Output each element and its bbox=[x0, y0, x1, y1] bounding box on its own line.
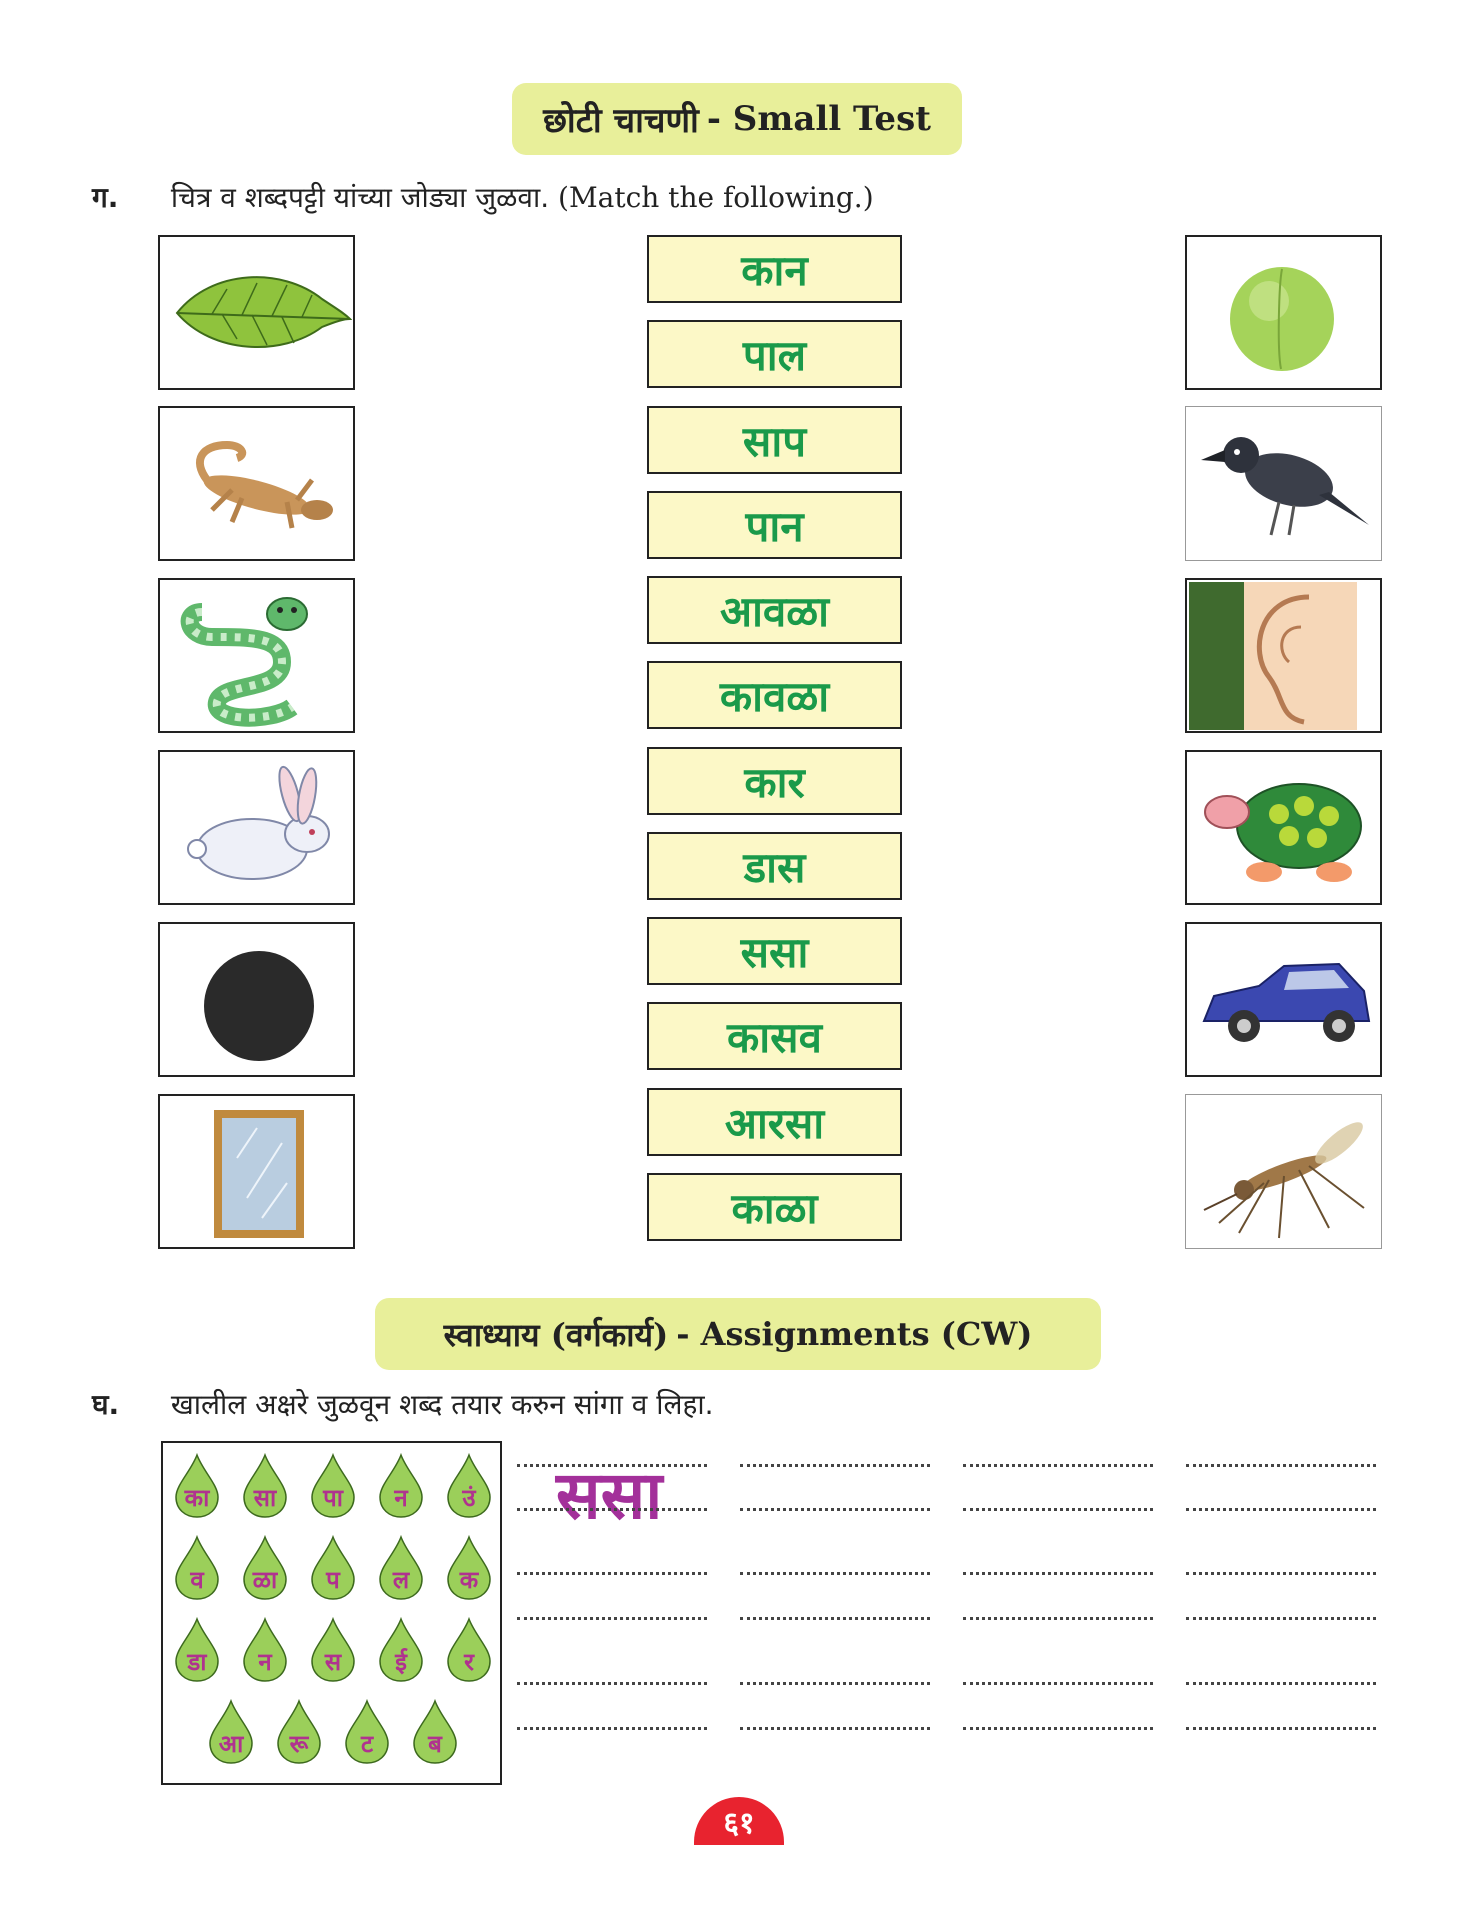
letter-text: ट bbox=[360, 1730, 374, 1758]
letter-text: उं bbox=[462, 1484, 476, 1512]
answer-line[interactable] bbox=[963, 1727, 1153, 1730]
letter-text: ळा bbox=[252, 1566, 278, 1594]
letter-drop[interactable] bbox=[309, 1453, 357, 1519]
car-image[interactable] bbox=[1185, 922, 1382, 1077]
word-strip-10[interactable]: कासव bbox=[647, 1002, 902, 1070]
answer-line[interactable] bbox=[963, 1508, 1153, 1511]
amla-image[interactable] bbox=[1185, 235, 1382, 390]
ear-image[interactable] bbox=[1185, 578, 1382, 733]
letter-drop[interactable] bbox=[275, 1699, 323, 1765]
rabbit-image[interactable] bbox=[158, 750, 355, 905]
letter-text: रू bbox=[289, 1730, 309, 1758]
assignments-title-en: - Assignments (CW) bbox=[676, 1315, 1033, 1353]
sample-answer: ससा bbox=[556, 1457, 663, 1534]
mosquito-image[interactable] bbox=[1185, 1094, 1382, 1249]
letter-drop[interactable] bbox=[241, 1453, 289, 1519]
answer-line[interactable] bbox=[740, 1572, 930, 1575]
answer-line[interactable] bbox=[740, 1617, 930, 1620]
answer-line[interactable] bbox=[1186, 1727, 1376, 1730]
letter-drop[interactable] bbox=[445, 1617, 493, 1683]
letter-text: का bbox=[184, 1484, 210, 1512]
letter-text: र bbox=[464, 1648, 474, 1676]
letter-drop[interactable] bbox=[445, 1535, 493, 1601]
letter-drop[interactable] bbox=[377, 1535, 425, 1601]
word-strip-7[interactable]: कार bbox=[647, 747, 902, 815]
answer-line[interactable] bbox=[1186, 1682, 1376, 1685]
answer-line[interactable] bbox=[517, 1572, 707, 1575]
answer-line[interactable] bbox=[1186, 1464, 1376, 1467]
word-strip-9[interactable]: ससा bbox=[647, 917, 902, 985]
letter-text: न bbox=[394, 1484, 408, 1512]
turtle-image[interactable] bbox=[1185, 750, 1382, 905]
letter-text: पा bbox=[323, 1484, 343, 1512]
instruction-text-mr: खालील अक्षरे जुळवून शब्द तयार करुन सांगा व लिहा. bbox=[170, 1388, 714, 1421]
question-label: ग. bbox=[92, 181, 119, 214]
answer-line[interactable] bbox=[740, 1682, 930, 1685]
answer-line[interactable] bbox=[1186, 1508, 1376, 1511]
letter-drop[interactable] bbox=[207, 1699, 255, 1765]
answer-line[interactable] bbox=[1186, 1617, 1376, 1620]
answer-line[interactable] bbox=[517, 1617, 707, 1620]
letter-text: क bbox=[459, 1566, 479, 1594]
mirror-image[interactable] bbox=[158, 1094, 355, 1249]
word-strip-2[interactable]: पाल bbox=[647, 320, 902, 388]
letter-text: प bbox=[326, 1566, 340, 1594]
letter-grid bbox=[161, 1441, 502, 1785]
answer-line[interactable] bbox=[963, 1464, 1153, 1467]
assignments-banner bbox=[375, 1298, 1101, 1370]
letter-drop[interactable] bbox=[173, 1617, 221, 1683]
match-instruction bbox=[92, 178, 874, 216]
answer-line[interactable] bbox=[517, 1508, 707, 1511]
letter-text: डा bbox=[187, 1648, 207, 1676]
letter-text: ई bbox=[395, 1648, 407, 1676]
answer-line[interactable] bbox=[1186, 1572, 1376, 1575]
lizard-image[interactable] bbox=[158, 406, 355, 561]
letter-drop[interactable] bbox=[411, 1699, 459, 1765]
word-strip-11[interactable]: आरसा bbox=[647, 1088, 902, 1156]
letter-text: ब bbox=[428, 1730, 442, 1758]
letter-drop[interactable] bbox=[445, 1453, 493, 1519]
letter-drop[interactable] bbox=[173, 1453, 221, 1519]
word-strip-4[interactable]: पान bbox=[647, 491, 902, 559]
black-circle-image[interactable] bbox=[158, 922, 355, 1077]
letter-text: ल bbox=[392, 1566, 410, 1594]
letter-drop[interactable] bbox=[173, 1535, 221, 1601]
leaf-image[interactable] bbox=[158, 235, 355, 390]
answer-line[interactable] bbox=[517, 1682, 707, 1685]
letter-drop[interactable] bbox=[241, 1617, 289, 1683]
instruction-text-mr: चित्र व शब्दपट्टी यांच्या जोड्या जुळवा. bbox=[170, 181, 550, 214]
answer-line[interactable] bbox=[963, 1572, 1153, 1575]
letter-drop[interactable] bbox=[309, 1617, 357, 1683]
snake-image[interactable] bbox=[158, 578, 355, 733]
small-test-banner bbox=[512, 83, 962, 155]
word-strip-6[interactable]: कावळा bbox=[647, 661, 902, 729]
letter-drop[interactable] bbox=[309, 1535, 357, 1601]
answer-line[interactable] bbox=[740, 1508, 930, 1511]
letter-text: स bbox=[324, 1648, 342, 1676]
small-test-title-mr: छोटी चाचणी bbox=[543, 101, 699, 141]
word-strip-1[interactable]: कान bbox=[647, 235, 902, 303]
letter-text: सा bbox=[253, 1484, 277, 1512]
instruction-text-en: (Match the following.) bbox=[558, 181, 874, 214]
word-building-instruction bbox=[92, 1385, 714, 1423]
letter-drop[interactable] bbox=[377, 1617, 425, 1683]
letter-text: व bbox=[190, 1566, 204, 1594]
crow-image[interactable] bbox=[1185, 406, 1382, 561]
question-label: घ. bbox=[92, 1388, 120, 1421]
answer-line[interactable] bbox=[963, 1682, 1153, 1685]
answer-line[interactable] bbox=[963, 1617, 1153, 1620]
word-strip-5[interactable]: आवळा bbox=[647, 576, 902, 644]
letter-text: आ bbox=[218, 1730, 244, 1758]
page-number: ६१ bbox=[694, 1797, 784, 1845]
word-strip-3[interactable]: साप bbox=[647, 406, 902, 474]
answer-line[interactable] bbox=[517, 1727, 707, 1730]
answer-line[interactable] bbox=[740, 1727, 930, 1730]
letter-drop[interactable] bbox=[377, 1453, 425, 1519]
small-test-title-en: - Small Test bbox=[706, 99, 931, 139]
letter-text: न bbox=[258, 1648, 272, 1676]
answer-line[interactable] bbox=[517, 1464, 707, 1467]
word-strip-8[interactable]: डास bbox=[647, 832, 902, 900]
assignments-title-mr: स्वाध्याय (वर्गकार्य) bbox=[443, 1315, 669, 1354]
letter-drop[interactable] bbox=[343, 1699, 391, 1765]
answer-line[interactable] bbox=[740, 1464, 930, 1467]
word-strip-12[interactable]: काळा bbox=[647, 1173, 902, 1241]
letter-drop[interactable] bbox=[241, 1535, 289, 1601]
